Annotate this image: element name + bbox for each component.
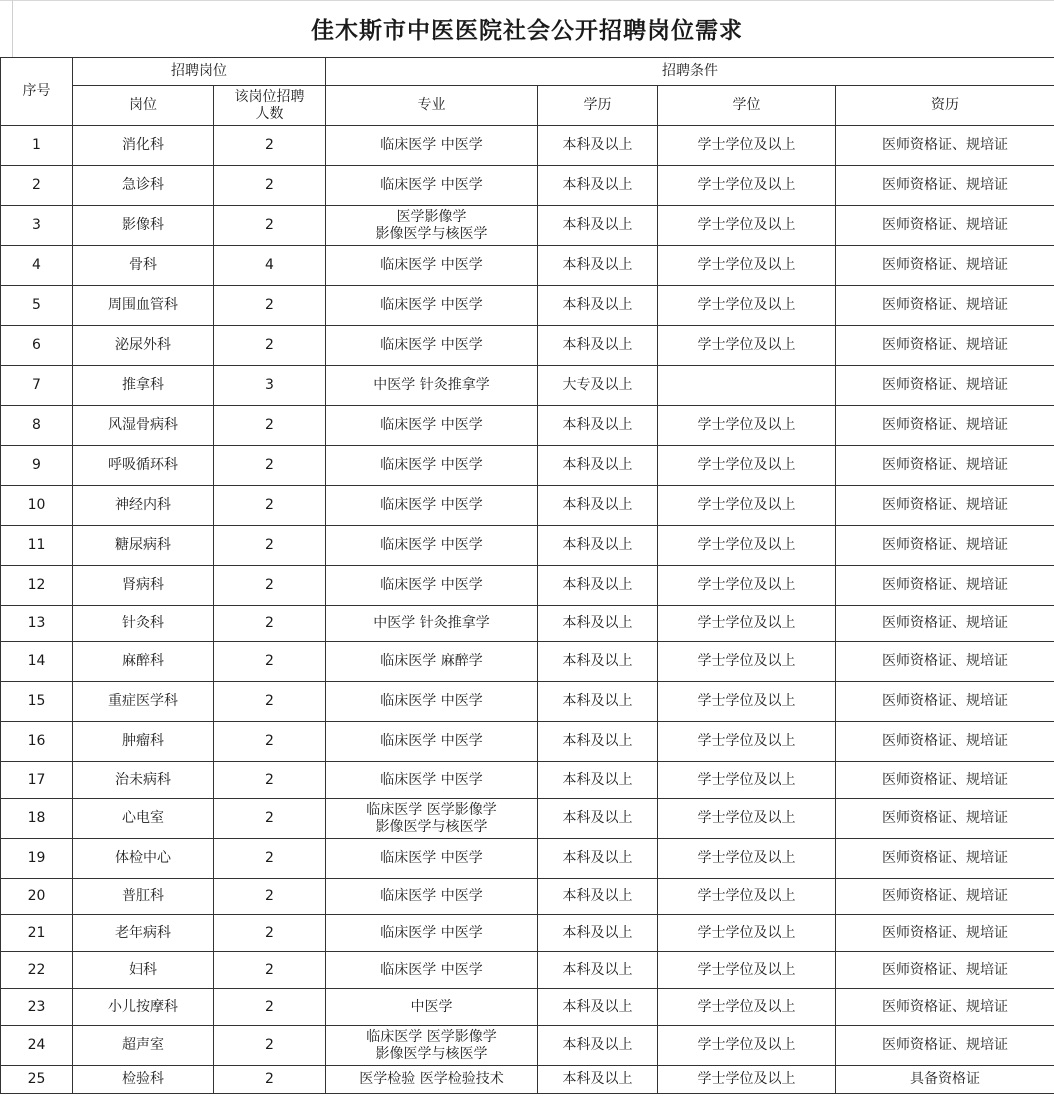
row-degree: 学士学位及以上 <box>658 839 836 879</box>
row-seq: 18 <box>1 799 73 839</box>
row-post: 推拿科 <box>73 366 214 406</box>
row-education: 本科及以上 <box>538 166 658 206</box>
table-row <box>1 606 1054 642</box>
table-row <box>1 1066 1054 1094</box>
row-post: 泌尿外科 <box>73 326 214 366</box>
row-education: 本科及以上 <box>538 286 658 326</box>
row-post: 呼吸循环科 <box>73 446 214 486</box>
row-seq: 9 <box>1 446 73 486</box>
header-row-columns <box>1 86 1054 126</box>
row-education: 本科及以上 <box>538 642 658 682</box>
row-count: 2 <box>214 486 326 526</box>
row-education: 本科及以上 <box>538 762 658 799</box>
row-education: 本科及以上 <box>538 206 658 246</box>
row-major: 临床医学 中医学 <box>326 246 538 286</box>
row-degree: 学士学位及以上 <box>658 915 836 952</box>
row-education: 本科及以上 <box>538 1066 658 1094</box>
row-seq: 11 <box>1 526 73 566</box>
row-degree: 学士学位及以上 <box>658 722 836 762</box>
header-major: 专业 <box>326 86 538 126</box>
row-education: 大专及以上 <box>538 366 658 406</box>
row-degree: 学士学位及以上 <box>658 606 836 642</box>
row-seq: 19 <box>1 839 73 879</box>
row-count: 2 <box>214 682 326 722</box>
row-qualification: 具备资格证 <box>836 1066 1054 1094</box>
table-row <box>1 246 1054 286</box>
row-qualification: 医师资格证、规培证 <box>836 206 1054 246</box>
table-row <box>1 326 1054 366</box>
table-row <box>1 286 1054 326</box>
row-count: 2 <box>214 722 326 762</box>
row-major: 中医学 <box>326 989 538 1026</box>
row-degree: 学士学位及以上 <box>658 642 836 682</box>
row-qualification: 医师资格证、规培证 <box>836 566 1054 606</box>
row-count: 2 <box>214 566 326 606</box>
row-major: 医学检验 医学检验技术 <box>326 1066 538 1094</box>
row-degree: 学士学位及以上 <box>658 286 836 326</box>
row-seq: 21 <box>1 915 73 952</box>
row-qualification: 医师资格证、规培证 <box>836 326 1054 366</box>
row-post: 麻醉科 <box>73 642 214 682</box>
header-qualification: 资历 <box>836 86 1054 126</box>
table-row <box>1 952 1054 989</box>
row-major: 临床医学 中医学 <box>326 286 538 326</box>
row-seq: 8 <box>1 406 73 446</box>
row-post: 肿瘤科 <box>73 722 214 762</box>
table-row <box>1 406 1054 446</box>
row-major: 临床医学 中医学 <box>326 126 538 166</box>
header-post: 岗位 <box>73 86 214 126</box>
row-qualification: 医师资格证、规培证 <box>836 762 1054 799</box>
row-degree: 学士学位及以上 <box>658 566 836 606</box>
row-degree: 学士学位及以上 <box>658 762 836 799</box>
row-degree: 学士学位及以上 <box>658 326 836 366</box>
row-post: 消化科 <box>73 126 214 166</box>
header-count: 该岗位招聘 人数 <box>214 86 326 126</box>
table-row <box>1 206 1054 246</box>
row-degree: 学士学位及以上 <box>658 682 836 722</box>
row-post: 周围血管科 <box>73 286 214 326</box>
row-seq: 12 <box>1 566 73 606</box>
row-education: 本科及以上 <box>538 915 658 952</box>
row-count: 2 <box>214 799 326 839</box>
row-major: 临床医学 中医学 <box>326 166 538 206</box>
row-major: 临床医学 中医学 <box>326 682 538 722</box>
row-education: 本科及以上 <box>538 126 658 166</box>
row-seq: 15 <box>1 682 73 722</box>
row-qualification: 医师资格证、规培证 <box>836 1026 1054 1066</box>
row-degree: 学士学位及以上 <box>658 206 836 246</box>
row-qualification: 医师资格证、规培证 <box>836 606 1054 642</box>
row-education: 本科及以上 <box>538 952 658 989</box>
row-major: 临床医学 中医学 <box>326 326 538 366</box>
row-education: 本科及以上 <box>538 246 658 286</box>
row-qualification: 医师资格证、规培证 <box>836 446 1054 486</box>
row-count: 2 <box>214 286 326 326</box>
row-qualification: 医师资格证、规培证 <box>836 366 1054 406</box>
row-education: 本科及以上 <box>538 879 658 915</box>
row-major: 临床医学 中医学 <box>326 406 538 446</box>
row-post: 超声室 <box>73 1026 214 1066</box>
row-seq: 22 <box>1 952 73 989</box>
row-degree: 学士学位及以上 <box>658 486 836 526</box>
row-qualification: 医师资格证、规培证 <box>836 166 1054 206</box>
row-degree: 学士学位及以上 <box>658 1066 836 1094</box>
row-degree: 学士学位及以上 <box>658 446 836 486</box>
row-qualification: 医师资格证、规培证 <box>836 839 1054 879</box>
row-education: 本科及以上 <box>538 526 658 566</box>
row-qualification: 医师资格证、规培证 <box>836 682 1054 722</box>
row-count: 2 <box>214 606 326 642</box>
row-post: 糖尿病科 <box>73 526 214 566</box>
row-major: 临床医学 中医学 <box>326 566 538 606</box>
row-post: 骨科 <box>73 246 214 286</box>
row-count: 2 <box>214 952 326 989</box>
row-degree: 学士学位及以上 <box>658 989 836 1026</box>
row-post: 老年病科 <box>73 915 214 952</box>
row-post: 神经内科 <box>73 486 214 526</box>
row-post: 影像科 <box>73 206 214 246</box>
table-row <box>1 642 1054 682</box>
row-education: 本科及以上 <box>538 446 658 486</box>
row-seq: 17 <box>1 762 73 799</box>
row-post: 普肛科 <box>73 879 214 915</box>
row-major: 临床医学 中医学 <box>326 722 538 762</box>
row-post: 风湿骨病科 <box>73 406 214 446</box>
row-count: 2 <box>214 446 326 486</box>
table-row <box>1 762 1054 799</box>
row-qualification: 医师资格证、规培证 <box>836 952 1054 989</box>
row-count: 2 <box>214 406 326 446</box>
row-education: 本科及以上 <box>538 799 658 839</box>
row-seq: 1 <box>1 126 73 166</box>
row-qualification: 医师资格证、规培证 <box>836 879 1054 915</box>
row-degree: 学士学位及以上 <box>658 799 836 839</box>
row-education: 本科及以上 <box>538 722 658 762</box>
header-seq: 序号 <box>1 58 73 126</box>
table-row <box>1 486 1054 526</box>
page-title: 佳木斯市中医医院社会公开招聘岗位需求 <box>311 18 743 44</box>
table-row <box>1 799 1054 839</box>
row-qualification: 医师资格证、规培证 <box>836 799 1054 839</box>
row-qualification: 医师资格证、规培证 <box>836 526 1054 566</box>
table-row <box>1 989 1054 1026</box>
row-degree: 学士学位及以上 <box>658 526 836 566</box>
row-post: 急诊科 <box>73 166 214 206</box>
row-major: 临床医学 医学影像学 影像医学与核医学 <box>326 799 538 839</box>
row-major: 临床医学 中医学 <box>326 526 538 566</box>
row-post: 妇科 <box>73 952 214 989</box>
row-education: 本科及以上 <box>538 606 658 642</box>
table-row <box>1 566 1054 606</box>
row-count: 2 <box>214 915 326 952</box>
row-qualification: 医师资格证、规培证 <box>836 406 1054 446</box>
row-degree: 学士学位及以上 <box>658 406 836 446</box>
row-count: 2 <box>214 839 326 879</box>
header-group-conditions: 招聘条件 <box>326 58 1054 86</box>
row-post: 心电室 <box>73 799 214 839</box>
row-count: 2 <box>214 526 326 566</box>
row-major: 临床医学 麻醉学 <box>326 642 538 682</box>
header-row-group <box>1 58 1054 86</box>
row-count: 2 <box>214 166 326 206</box>
header-education: 学历 <box>538 86 658 126</box>
row-seq: 2 <box>1 166 73 206</box>
row-seq: 3 <box>1 206 73 246</box>
row-post: 肾病科 <box>73 566 214 606</box>
row-seq: 6 <box>1 326 73 366</box>
row-major: 临床医学 中医学 <box>326 839 538 879</box>
row-major: 中医学 针灸推拿学 <box>326 366 538 406</box>
header-group-post: 招聘岗位 <box>73 58 326 86</box>
row-qualification: 医师资格证、规培证 <box>836 486 1054 526</box>
row-seq: 24 <box>1 1026 73 1066</box>
table-row <box>1 166 1054 206</box>
row-qualification: 医师资格证、规培证 <box>836 246 1054 286</box>
row-seq: 5 <box>1 286 73 326</box>
row-count: 2 <box>214 1066 326 1094</box>
row-seq: 14 <box>1 642 73 682</box>
row-count: 2 <box>214 1026 326 1066</box>
row-education: 本科及以上 <box>538 326 658 366</box>
recruitment-table <box>0 57 1054 1094</box>
row-major: 临床医学 中医学 <box>326 762 538 799</box>
row-degree: 学士学位及以上 <box>658 166 836 206</box>
table-row <box>1 126 1054 166</box>
row-count: 3 <box>214 366 326 406</box>
row-major: 临床医学 中医学 <box>326 915 538 952</box>
row-seq: 7 <box>1 366 73 406</box>
row-degree: 学士学位及以上 <box>658 879 836 915</box>
row-count: 2 <box>214 206 326 246</box>
row-education: 本科及以上 <box>538 682 658 722</box>
row-education: 本科及以上 <box>538 1026 658 1066</box>
table-row <box>1 915 1054 952</box>
row-major: 临床医学 中医学 <box>326 446 538 486</box>
row-education: 本科及以上 <box>538 406 658 446</box>
row-education: 本科及以上 <box>538 486 658 526</box>
row-count: 2 <box>214 762 326 799</box>
row-post: 体检中心 <box>73 839 214 879</box>
header-degree: 学位 <box>658 86 836 126</box>
row-count: 2 <box>214 326 326 366</box>
table-row <box>1 682 1054 722</box>
row-seq: 20 <box>1 879 73 915</box>
table-row <box>1 722 1054 762</box>
row-qualification: 医师资格证、规培证 <box>836 915 1054 952</box>
row-seq: 10 <box>1 486 73 526</box>
row-qualification: 医师资格证、规培证 <box>836 126 1054 166</box>
row-degree: 学士学位及以上 <box>658 952 836 989</box>
row-education: 本科及以上 <box>538 839 658 879</box>
row-count: 2 <box>214 126 326 166</box>
row-major: 中医学 针灸推拿学 <box>326 606 538 642</box>
row-degree: 学士学位及以上 <box>658 1026 836 1066</box>
row-major: 临床医学 医学影像学 影像医学与核医学 <box>326 1026 538 1066</box>
row-qualification: 医师资格证、规培证 <box>836 989 1054 1026</box>
row-count: 4 <box>214 246 326 286</box>
row-post: 小儿按摩科 <box>73 989 214 1026</box>
row-major: 临床医学 中医学 <box>326 486 538 526</box>
row-post: 治未病科 <box>73 762 214 799</box>
row-post: 针灸科 <box>73 606 214 642</box>
table-row <box>1 1026 1054 1066</box>
row-post: 重症医学科 <box>73 682 214 722</box>
table-row <box>1 839 1054 879</box>
row-qualification: 医师资格证、规培证 <box>836 722 1054 762</box>
row-seq: 4 <box>1 246 73 286</box>
table-row <box>1 366 1054 406</box>
table-row <box>1 879 1054 915</box>
row-qualification: 医师资格证、规培证 <box>836 286 1054 326</box>
row-major: 医学影像学 影像医学与核医学 <box>326 206 538 246</box>
row-degree: 学士学位及以上 <box>658 246 836 286</box>
row-degree <box>658 366 836 406</box>
row-qualification: 医师资格证、规培证 <box>836 642 1054 682</box>
row-count: 2 <box>214 989 326 1026</box>
row-major: 临床医学 中医学 <box>326 952 538 989</box>
row-degree: 学士学位及以上 <box>658 126 836 166</box>
row-seq: 16 <box>1 722 73 762</box>
table-row <box>1 526 1054 566</box>
row-seq: 25 <box>1 1066 73 1094</box>
row-count: 2 <box>214 879 326 915</box>
row-education: 本科及以上 <box>538 566 658 606</box>
row-seq: 13 <box>1 606 73 642</box>
row-education: 本科及以上 <box>538 989 658 1026</box>
row-seq: 23 <box>1 989 73 1026</box>
table-row <box>1 446 1054 486</box>
row-major: 临床医学 中医学 <box>326 879 538 915</box>
row-post: 检验科 <box>73 1066 214 1094</box>
row-count: 2 <box>214 642 326 682</box>
